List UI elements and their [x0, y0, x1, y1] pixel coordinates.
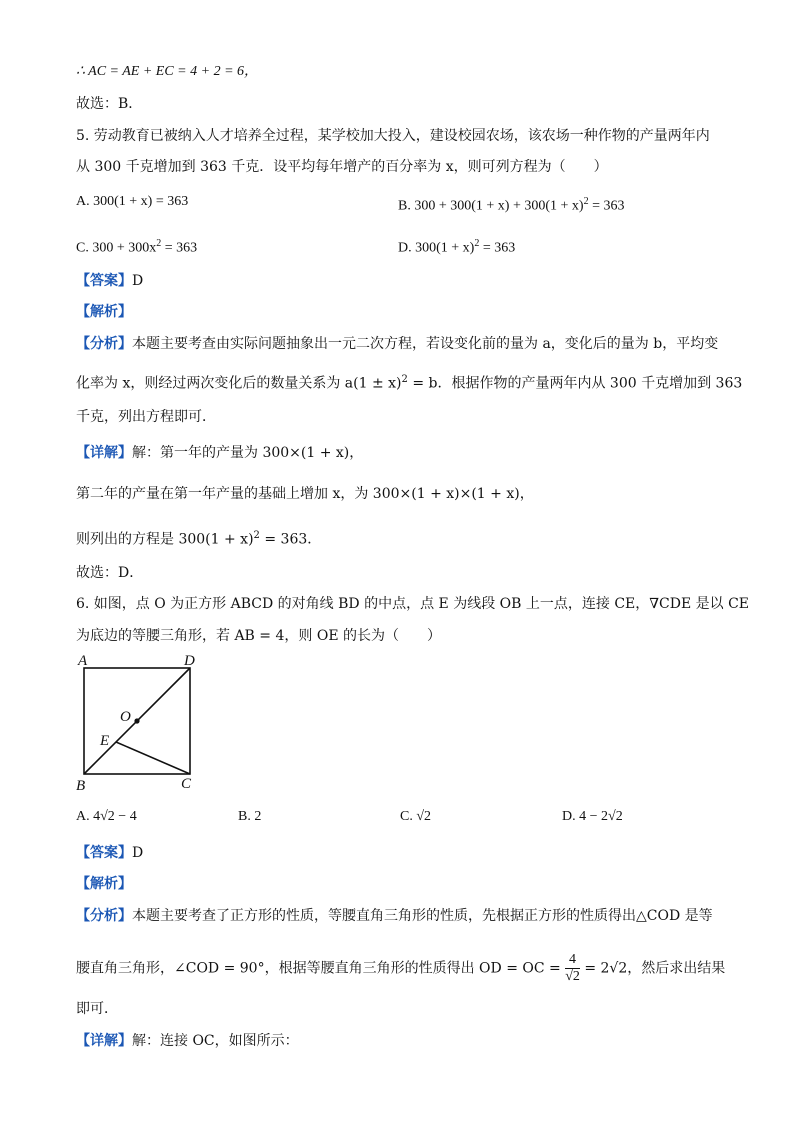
question-6-stem: 6. 如图，点 O 为正方形 ABCD 的对角线 BD 的中点，点 E 为线段 OB 上一点，连接 CE，∇CDE 是以 CE — [76, 596, 750, 612]
q6-answer: 【答案】D — [76, 845, 144, 861]
q6-option-d: D. 4 − 2√2 — [562, 809, 623, 824]
label-e: E — [100, 733, 110, 749]
q5-analysis: 化率为 x，则经过两次变化后的数量关系为 $a(1 \pm x)^2 = b$．根据作物的产量两年内从 300 千克增加到 363 — [76, 374, 743, 392]
q5-analysis: 【分析】本题主要考查由实际问题抽象出一元二次方程，若设变化前的量为 a，变化后的量为 b，平均变 — [76, 336, 719, 352]
q5-select: 故选：D． — [76, 565, 144, 581]
q5-option-c: C. $300 + 300x^2 = 363$ — [76, 238, 198, 256]
q5-detail: 【详解】解：第一年的产量为 300×(1 + x)， — [76, 445, 364, 461]
question-6-stem: 为底边的等腰三角形，若 AB = 4，则 OE 的长为（ ） — [76, 628, 441, 644]
q6-option-b: B. 2 — [238, 809, 262, 824]
q5-analysis: 千克，列出方程即可． — [76, 409, 216, 425]
label-a: A — [78, 653, 88, 669]
q6-analysis: 【分析】本题主要考查了正方形的性质，等腰直角三角形的性质，先根据正方形的性质得出△COD 是等 — [76, 908, 713, 924]
q5-detail: 第二年的产量在第一年产量的基础上增加 x，为 300×(1 + x)×(1 + x)， — [76, 486, 534, 502]
q5-detail: 则列出的方程是 $300(1 + x)^2 = 363$． — [76, 530, 322, 548]
text-line: 故选：B． — [76, 96, 143, 112]
label-b: B — [76, 778, 86, 794]
label-d: D — [184, 653, 195, 669]
fraction: $\frac{4}{√2}$ — [565, 952, 580, 984]
q6-analysis: 即可． — [76, 1001, 118, 1017]
q6-analysis-heading: 【解析】 — [76, 876, 132, 892]
label-c: C — [181, 776, 192, 792]
question-5-stem: 从 300 千克增加到 363 千克．设平均每年增产的百分率为 x，则可列方程为（ ） — [76, 159, 608, 175]
q5-option-b: B. $300 + 300(1 + x) + 300(1 + x)^2 = 363$ — [398, 196, 625, 214]
q6-detail: 【详解】解：连接 OC，如图所示： — [76, 1033, 299, 1049]
q5-answer: 【答案】D — [76, 273, 144, 289]
label-o: O — [120, 709, 131, 725]
text-line: ∴ AC = AE + EC = 4 + 2 = 6， — [76, 64, 259, 79]
q5-option-d: D. $300(1 + x)^2 = 363$ — [398, 238, 516, 256]
q6-analysis: 腰直角三角形，∠COD = 90°，根据等腰直角三角形的性质得出 OD = OC = $\frac{4}{√2}$ = 2√2，然后求出结果 — [76, 952, 726, 984]
q6-option-a: A. 4√2 − 4 — [76, 809, 137, 824]
q6-option-c: C. √2 — [400, 809, 432, 824]
q5-option-a: A. 300(1 + x) = 363 — [76, 194, 189, 209]
question-5-stem: 5. 劳动教育已被纳入人才培养全过程，某学校加大投入，建设校园农场，该农场一种作物的产量两年内 — [76, 128, 710, 144]
q5-analysis-heading: 【解析】 — [76, 304, 132, 320]
segment-ce — [116, 742, 190, 774]
point-o — [134, 718, 139, 723]
square-figure — [70, 648, 210, 794]
